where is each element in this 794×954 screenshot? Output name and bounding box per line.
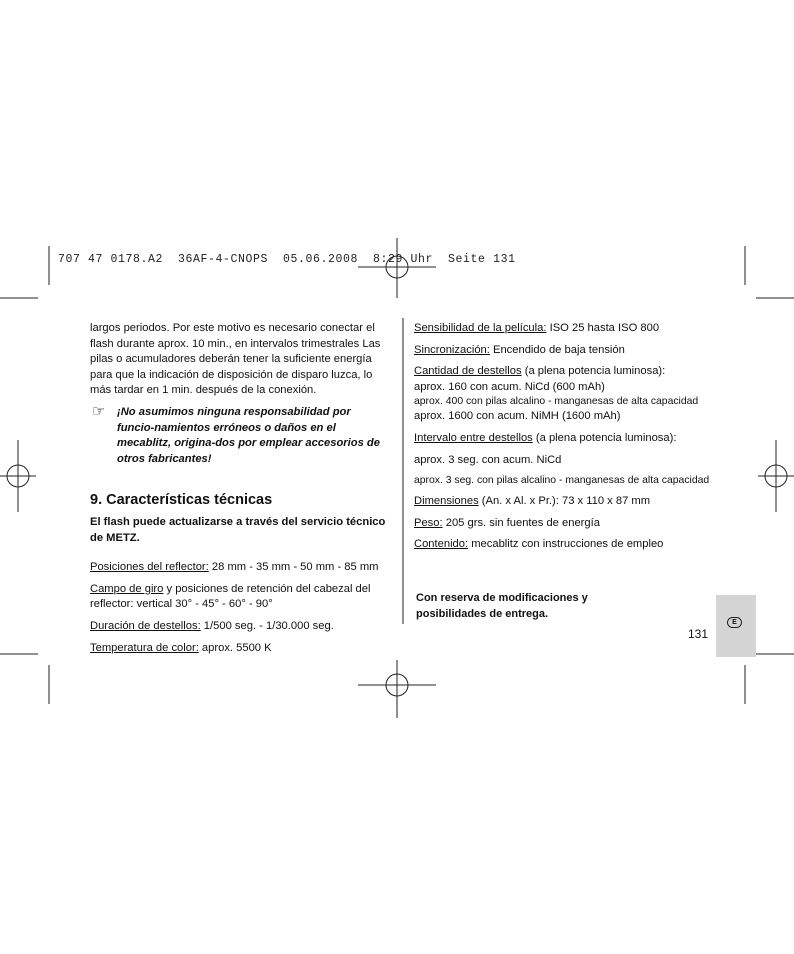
interval-alkaline: aprox. 3 seg. con pilas alcalino - manganesas de alta capacidad <box>414 475 710 487</box>
page-number: 131 <box>688 627 709 641</box>
spec-contents: Contenido: mecablitz con instrucciones de empleo <box>414 538 664 551</box>
modifications-note <box>416 590 588 622</box>
spec-flash-duration: Duración de destellos: 1/500 seg. - 1/30.000 seg. <box>90 619 334 632</box>
section-lead: El flash puede actualizarse a través del servicio técnico de METZ. <box>90 515 386 544</box>
spec-flash-count: Cantidad de destellos (a plena potencia luminosa): <box>414 365 666 378</box>
warning-note-text: ¡No asumimos ninguna responsabilidad por funcio-namientos erróneos o daños en el mecablitz, origina-dos por emplear accesorios de otros fabricantes! <box>117 405 380 465</box>
flash-count-nimh: aprox. 1600 con acum. NiMH (1600 mAh) <box>414 410 621 423</box>
left-column <box>90 321 390 656</box>
spec-weight: Peso: 205 grs. sin fuentes de energía <box>414 516 600 529</box>
language-tab <box>716 595 756 657</box>
modifications-line-1: Con reserva de modificaciones y <box>416 592 588 604</box>
spec-film-sensitivity: Sensibilidad de la película: ISO 25 hasta ISO 800 <box>414 322 660 334</box>
warning-note <box>90 402 390 467</box>
interval-nicd: aprox. 3 seg. con acum. NiCd <box>414 453 562 466</box>
spec-reflector-positions: Posiciones del reflector: 28 mm - 35 mm - 50 mm - 85 mm <box>90 561 379 574</box>
modifications-line-2: posibilidades de entrega. <box>416 608 549 620</box>
spec-synchronization: Sincronización: Encendido de baja tensión <box>414 343 625 356</box>
flash-count-alkaline: aprox. 400 con pilas alcalino - manganesas de alta capacidad <box>414 396 699 408</box>
right-column <box>414 321 724 553</box>
spec-color-temperature: Temperatura de color: aprox. 5500 K <box>90 641 272 654</box>
spec-dimensions: Dimensiones (An. x Al. x Pr.): 73 x 110 x 87 mm <box>414 495 651 508</box>
flash-count-nicd: aprox. 160 con acum. NiCd (600 mAh) <box>414 380 605 393</box>
spec-swivel-range: Campo de giro y posiciones de retención del cabezal del reflector: vertical 30° - 45° - 60° - 90° <box>90 582 371 611</box>
language-badge: E <box>727 617 742 628</box>
section-heading: 9. Características técnicas <box>90 492 273 509</box>
intro-paragraph: largos periodos. Por este motivo es necesario conectar el flash durante aprox. 10 min., en intervalos trimestrales Las pilas o acumuladores deberán tener la suficiente energía para que la indicación de disposición de disparo luzca, lo más tardar en 1 min. después de la conexión. <box>90 322 381 397</box>
spec-flash-interval: Intervalo entre destellos (a plena potencia luminosa): <box>414 431 677 444</box>
pointing-hand-icon: ☞ <box>92 402 106 420</box>
print-slug: 707 47 0178.A2 36AF-4-CNOPS 05.06.2008 8:29 Uhr Seite 131 <box>58 253 516 266</box>
